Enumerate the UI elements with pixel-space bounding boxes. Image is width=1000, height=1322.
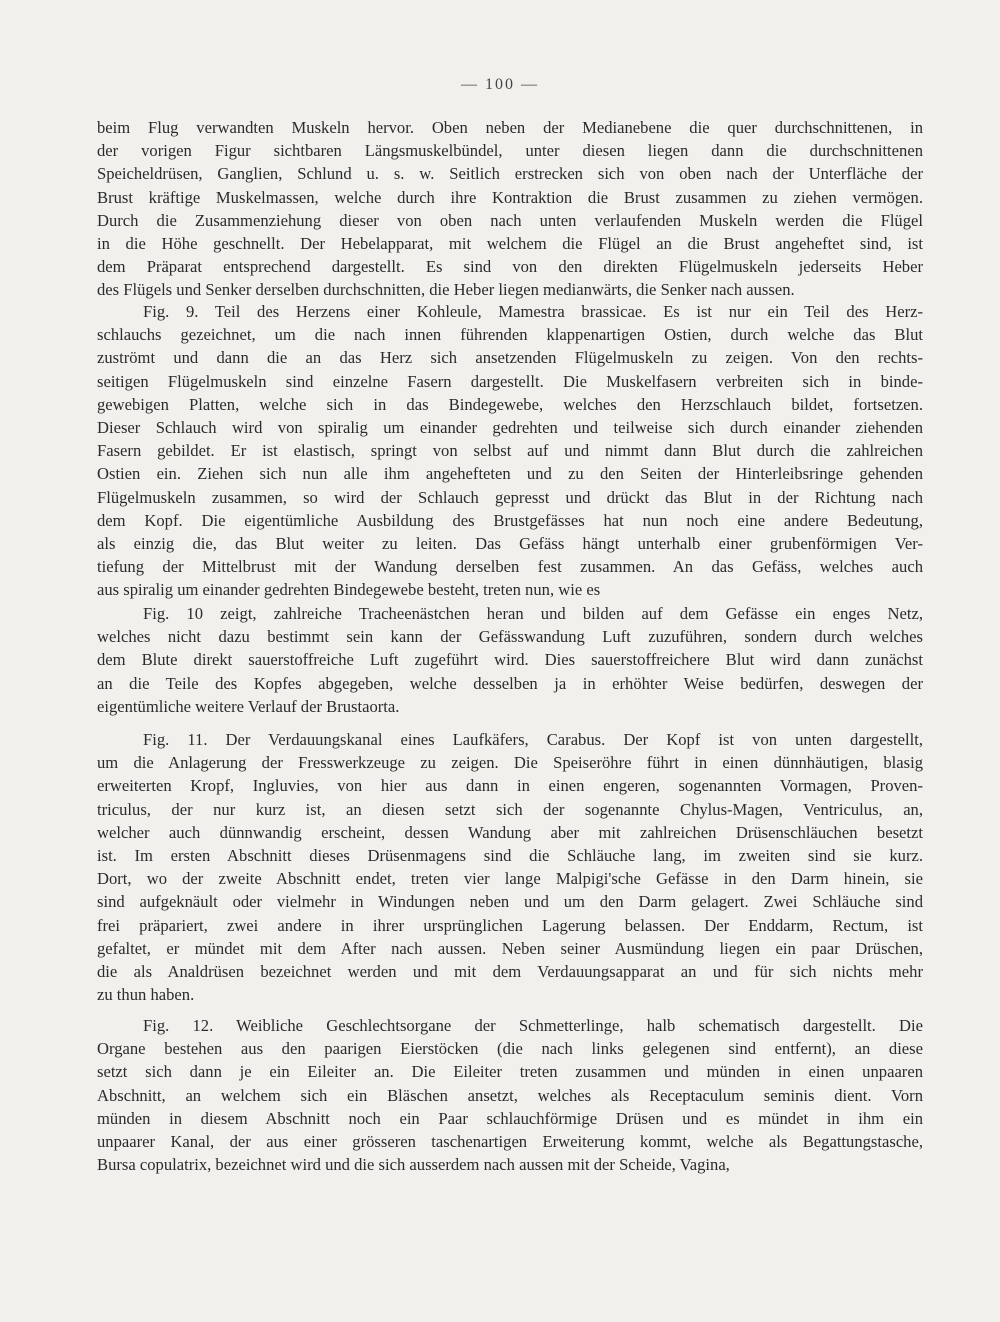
text-line: in die Höhe geschnellt. Der Hebelapparat, mit welchem die Flügel an die Brust angeheftet sind, ist [97,234,923,254]
paragraph [97,300,923,602]
text-line: welcher auch dünnwandig erscheint, dessen Wandung aber mit zahlreichen Drüsenschläuchen besetzt [97,822,923,842]
text-line: Fig. 11. Der Verdauungskanal eines Laufkäfers, Carabus. Der Kopf ist von unten dargestellt, [143,730,923,749]
text-line: triculus, der nur kurz ist, an diesen setzt sich der sogenannte Chylus-Magen, Ventriculus, an, [97,799,923,819]
text-line: Fig. 10 zeigt, zahlreiche Tracheenästchen heran und bilden auf dem Gefässe ein enges Netz, [143,604,923,623]
text-line: sind aufgeknäult oder vielmehr in Windungen neben und um den Darm gelagert. Zwei Schläuche sind [97,892,923,912]
text-line: Dort, wo der zweite Abschnitt endet, treten vier lange Malpigi'sche Gefässe in den Darm hinein, sie [97,869,923,889]
text-line: an die Teile des Kopfes abgegeben, welche desselben ja in erhöhter Weise bedürfen, deswegen der [97,673,923,693]
text-line: Brust kräftige Muskelmassen, welche durch ihre Kontraktion die Brust zusammen zu ziehen vermögen. [97,187,923,207]
text-line: Speicheldrüsen, Ganglien, Schlund u. s. w. Seitlich erstrecken sich von oben nach der Unterfläche der [97,164,923,184]
text-line: Fig. 12. Weibliche Geschlechtsorgane der Schmetterlinge, halb schematisch dargestellt. Die [143,1016,923,1035]
text-line: beim Flug verwandten Muskeln hervor. Oben neben der Medianebene die quer durchschnittenen, in [97,118,923,137]
text-line: der vorigen Figur sichtbaren Längsmuskelbündel, unter diesen liegen dann die durchschnittenen [97,141,923,161]
text-line: dem Präparat entsprechend dargestellt. Es sind von den direkten Flügelmuskeln jederseits Heber [97,257,923,277]
text-line: seitigen Flügelmuskeln sind einzelne Fasern dargestellt. Die Muskelfasern verbreiten sich in binde- [97,371,923,391]
text-line: Ostien ein. Ziehen sich nun alle ihm angehefteten und zu den Seiten der Hinterleibsringe gehenden [97,464,923,484]
text-line: Fasern gebildet. Er ist elastisch, springt von selbst auf und nimmt dann Blut durch die zahlreichen [97,441,923,461]
paragraph [97,1014,923,1176]
text-line: Bursa copulatrix, bezeichnet wird und die sich ausserdem nach aussen mit der Scheide, Vagina, [97,1155,730,1175]
text-line: des Flügels und Senker derselben durchschnitten, die Heber liegen medianwärts, die Senker nach aussen. [97,280,795,300]
text-line: zu thun haben. [97,985,195,1005]
paragraph [97,728,923,1006]
text-line: eigentümliche weitere Verlauf der Brustaorta. [97,696,400,716]
paragraph [97,602,923,718]
text-line: Abschnitt, an welchem sich ein Bläschen ansetzt, welches als Receptaculum seminis dient. Vorn [97,1085,923,1105]
text-line: Dieser Schlauch wird von spiralig um einander gedrehten und teilweise sich durch einander ziehenden [97,418,923,438]
text-line: Fig. 9. Teil des Herzens einer Kohleule, Mamestra brassicae. Es ist nur ein Teil des Herz- [143,302,923,321]
text-line: Organe bestehen aus den paarigen Eierstöcken (die nach links gelegenen sind entfernt), an diese [97,1039,923,1059]
text-line: ist. Im ersten Abschnitt dieses Drüsenmagens sind die Schläuche lang, im zweiten sind sie kurz. [97,846,923,866]
text-line: gewebigen Platten, welche sich in das Bindegewebe, welches den Herzschlauch bildet, fortsetzen. [97,394,923,414]
text-line: die als Analdrüsen bezeichnet werden und mit dem Verdauungsapparat an und für sich nichts mehr [97,962,923,982]
page-number: — 100 — [461,76,539,93]
text-line: aus spiralig um einander gedrehten Bindegewebe besteht, treten nun, wie es [97,580,601,600]
text-line: welches nicht dazu bestimmt sein kann der Gefässwandung Luft zuzuführen, sondern durch welches [97,627,923,647]
text-line: tiefung der Mittelbrust mit der Wandung derselben fest zusammen. An das Gefäss, welches auch [97,557,923,577]
text-line: um die Anlagerung der Fresswerkzeuge zu zeigen. Die Speiseröhre führt in einen dünnhäutigen, blasig [97,753,923,773]
text-line: schlauchs gezeichnet, um die nach innen führenden klappenartigen Ostien, durch welche das Blut [97,325,923,345]
text-line: setzt sich dann je ein Eileiter an. Die Eileiter treten zusammen und münden in einen unpaaren [97,1062,923,1082]
text-line: dem Blute direkt sauerstoffreiche Luft zugeführt wird. Dies sauerstoffreichere Blut wird dann zunächst [97,650,923,670]
text-line: münden in diesem Abschnitt noch ein Paar schlauchförmige Drüsen und es mündet in ihm ein [97,1108,923,1128]
text-line: als einzig die, das Blut weiter zu leiten. Das Gefäss hängt unterhalb einer grubenförmigen Ver- [97,534,923,554]
text-line: unpaarer Kanal, der aus einer grösseren taschenartigen Erweiterung kommt, welche als Begattungstasche, [97,1132,923,1152]
text-line: frei präpariert, zwei andere in ihrer ursprünglichen Lagerung belassen. Der Enddarm, Rectum, ist [97,915,923,935]
text-line: erweiterten Kropf, Ingluvies, von hier aus dann in einen engeren, sogenannten Vormagen, Proven- [97,776,923,796]
text-line: gefaltet, er mündet mit dem After nach aussen. Neben seiner Ausmündung liegen ein paar Drüschen, [97,938,923,958]
text-line: dem Kopf. Die eigentümliche Ausbildung des Brustgefässes hat nun noch eine andere Bedeutung, [97,510,923,530]
text-line: Flügelmuskeln zusammen, so wird der Schlauch gepresst und drückt das Blut in der Richtung nach [97,487,923,507]
text-line: Durch die Zusammenziehung dieser von oben nach unten verlaufenden Muskeln werden die Flügel [97,210,923,230]
text-line: zuströmt und dann die an das Herz sich ansetzenden Flügelmuskeln zu zeigen. Von den rechts- [97,348,923,368]
paragraph [97,116,923,302]
